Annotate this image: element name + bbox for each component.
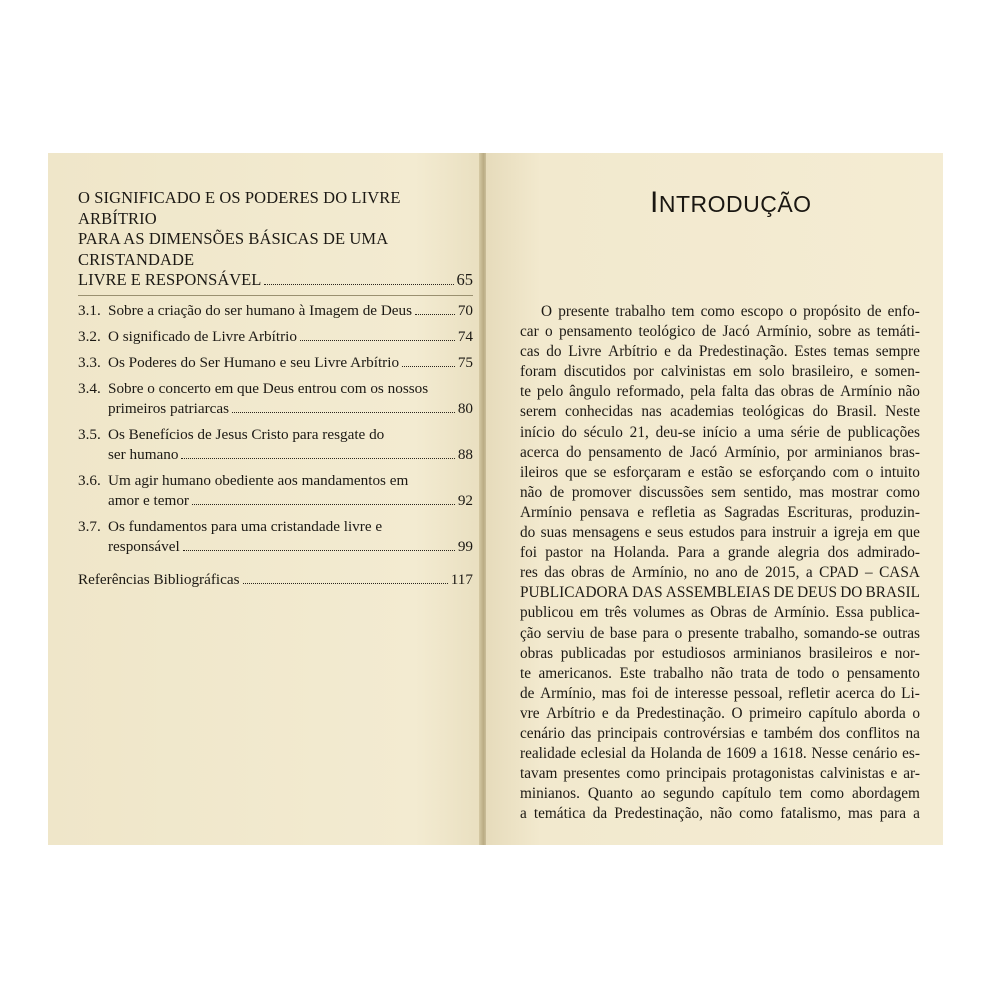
toc-entry-last-line <box>108 445 473 465</box>
toc-page-number: 74 <box>457 327 473 345</box>
toc-entry-text: O significado de Livre Arbítrio <box>108 327 297 345</box>
toc-entry-last-line <box>108 301 473 321</box>
toc-page-number: 80 <box>457 399 473 417</box>
toc-entry-number: 3.4. <box>78 379 101 397</box>
toc-chapter-heading-line: O SIGNIFICADO E OS PODERES DO LIVRE ARBÍTRIO <box>78 188 401 228</box>
intro-text-line: obras publicadas por estudiosos arminianos brasileiros e nor- <box>520 644 920 662</box>
toc-page-number: 70 <box>457 301 473 319</box>
toc-entry <box>78 517 473 557</box>
intro-text-line: do suas mensagens e seus estudos para instruir a igreja em que <box>520 524 920 542</box>
leader-dots <box>402 366 455 367</box>
intro-text-line: realidade eclesial da Holanda de 1609 a 1618. Nesse cenário es- <box>520 745 920 763</box>
toc-entry-title <box>108 379 473 419</box>
toc-divider <box>78 295 473 296</box>
toc-entry-number: 3.2. <box>78 327 101 345</box>
toc-chapter-heading-line: PARA AS DIMENSÕES BÁSICAS DE UMA CRISTANDADE <box>78 229 388 269</box>
toc-entry-last-line <box>108 537 473 557</box>
leader-dots <box>300 340 455 341</box>
references-page-number: 117 <box>450 570 473 588</box>
toc-entry-title <box>108 327 473 347</box>
intro-text-line: te americanos. Este trabalho não trata de todo o pensamento <box>520 664 920 682</box>
references-label: Referências Bibliográficas <box>78 570 240 588</box>
intro-text-line: vre Arbítrio e da Predestinação. O primeiro capítulo aborda o <box>520 704 920 722</box>
intro-text-line: cenário das principais controvérsias e também dos conflitos na <box>520 724 920 742</box>
toc-entry-text: Os Poderes do Ser Humano e seu Livre Arbítrio <box>108 353 400 371</box>
intro-text-line: PUBLICADORA DAS ASSEMBLEIAS DE DEUS DO BRASIL <box>520 584 920 602</box>
leader-dots <box>415 314 455 315</box>
toc-page-number: 75 <box>457 353 473 371</box>
intro-text-line: a temática da Predestinação, não como fatalismo, mas para a <box>520 805 920 823</box>
toc-chapter-heading <box>78 188 473 270</box>
intro-text-line: ção serviu de base para o presente trabalho, somando-se outras <box>520 624 920 642</box>
toc-page-number: 92 <box>457 491 473 509</box>
intro-text-line: publicou em três volumes as Obras de Armínio. Essa publica- <box>520 604 920 622</box>
toc-entry-number: 3.1. <box>78 301 101 319</box>
toc-page-number: 99 <box>457 537 473 555</box>
intro-text-line: acerca do pensamento de Jacó Armínio, por arminianos bras- <box>520 443 920 461</box>
toc-entry-text: Sobre a criação do ser humano à Imagem de Deus <box>108 301 413 319</box>
toc-entry-number: 3.7. <box>78 517 101 535</box>
intro-text-line: minianos. Quanto ao segundo capítulo tem como abordagem <box>520 785 920 803</box>
toc-entry-title <box>108 301 473 321</box>
intro-text-line: Armínio pensava e refletia as Sagradas Escrituras, produzin- <box>520 503 920 521</box>
intro-text-line: res das obras de Armínio, no ano de 2015, a CPAD – CASA <box>520 564 920 582</box>
intro-text-line: foi pastor na Holanda. Para a grande alegria dos admirado- <box>520 544 920 562</box>
toc-chapter-heading-last-line <box>78 270 473 291</box>
leader-dots <box>243 583 448 584</box>
intro-text-line: te pelo ângulo reformado, pela falta das obras de Armínio não <box>520 383 920 401</box>
toc-entry-title <box>108 353 473 373</box>
toc-entry-title-line: Os Benefícios de Jesus Cristo para resgate do <box>108 425 385 443</box>
intro-text-line: serem conhecidas nas academias teológicas do Brasil. Neste <box>520 403 920 421</box>
table-of-contents <box>78 188 473 590</box>
toc-page-number: 65 <box>456 270 473 289</box>
intro-text-line: não de promover discussões sem sentido, mas mostrar como <box>520 483 920 501</box>
toc-entry-last-line <box>108 327 473 347</box>
toc-entry-text: amor e temor <box>108 491 189 509</box>
toc-entry-text: responsável <box>108 537 180 555</box>
toc-entry-number: 3.5. <box>78 425 101 443</box>
introduction-title <box>650 186 812 220</box>
title-initial: I <box>650 186 659 219</box>
toc-entry-last-line <box>108 353 473 373</box>
toc-entry-number: 3.6. <box>78 471 101 489</box>
leader-dots <box>264 284 453 285</box>
toc-entries <box>78 301 473 557</box>
leader-dots <box>232 412 455 413</box>
toc-entry <box>78 471 473 511</box>
intro-text-line: início do século 21, deu-se início a uma série de publicações <box>520 423 920 441</box>
toc-entry-title-line: Sobre o concerto em que Deus entrou com os nossos <box>108 379 429 397</box>
toc-entry <box>78 327 473 347</box>
intro-text-line: ileiros que se esforçaram e estão se esforçando com o intuito <box>520 463 920 481</box>
toc-entry <box>78 353 473 373</box>
leader-dots <box>192 504 455 505</box>
intro-text-line: car o pensamento teológico de Jacó Armínio, sobre as temáti- <box>520 323 920 341</box>
toc-entry-last-line <box>108 491 473 511</box>
toc-entry-title <box>108 517 473 557</box>
leader-dots <box>181 458 454 459</box>
intro-text-line: O presente trabalho tem como escopo o propósito de enfo- <box>541 303 920 320</box>
toc-entry-title <box>108 425 473 465</box>
toc-entry-title-line: Um agir humano obediente aos mandamentos em <box>108 471 409 489</box>
toc-entry-text: ser humano <box>108 445 179 463</box>
toc-references-entry <box>78 570 473 590</box>
toc-entry-title <box>108 471 473 511</box>
toc-entry-number: 3.3. <box>78 353 101 371</box>
introduction-body <box>520 302 920 824</box>
toc-entry-text: primeiros patriarcas <box>108 399 230 417</box>
toc-chapter-heading-text: LIVRE E RESPONSÁVEL <box>78 270 262 289</box>
toc-entry <box>78 379 473 419</box>
title-rest: NTRODUÇÃO <box>658 191 812 217</box>
toc-entry-title-line: Os fundamentos para uma cristandade livre e <box>108 517 383 535</box>
intro-text-line: foram discutidos por calvinistas em solo brasileiro, e somen- <box>520 363 920 381</box>
intro-text-line: tavam presentes como principais protagonistas calvinistas e ar- <box>520 765 920 783</box>
intro-text-line: cas do Livre Arbítrio e da Predestinação. Estes temas sempre <box>520 343 920 361</box>
toc-entry <box>78 301 473 321</box>
intro-text-line: de Armínio, mas foi de interesse pessoal, refletir acerca do Li- <box>520 684 920 702</box>
leader-dots <box>183 550 455 551</box>
toc-page-number: 88 <box>457 445 473 463</box>
toc-entry-last-line <box>108 399 473 419</box>
toc-entry <box>78 425 473 465</box>
